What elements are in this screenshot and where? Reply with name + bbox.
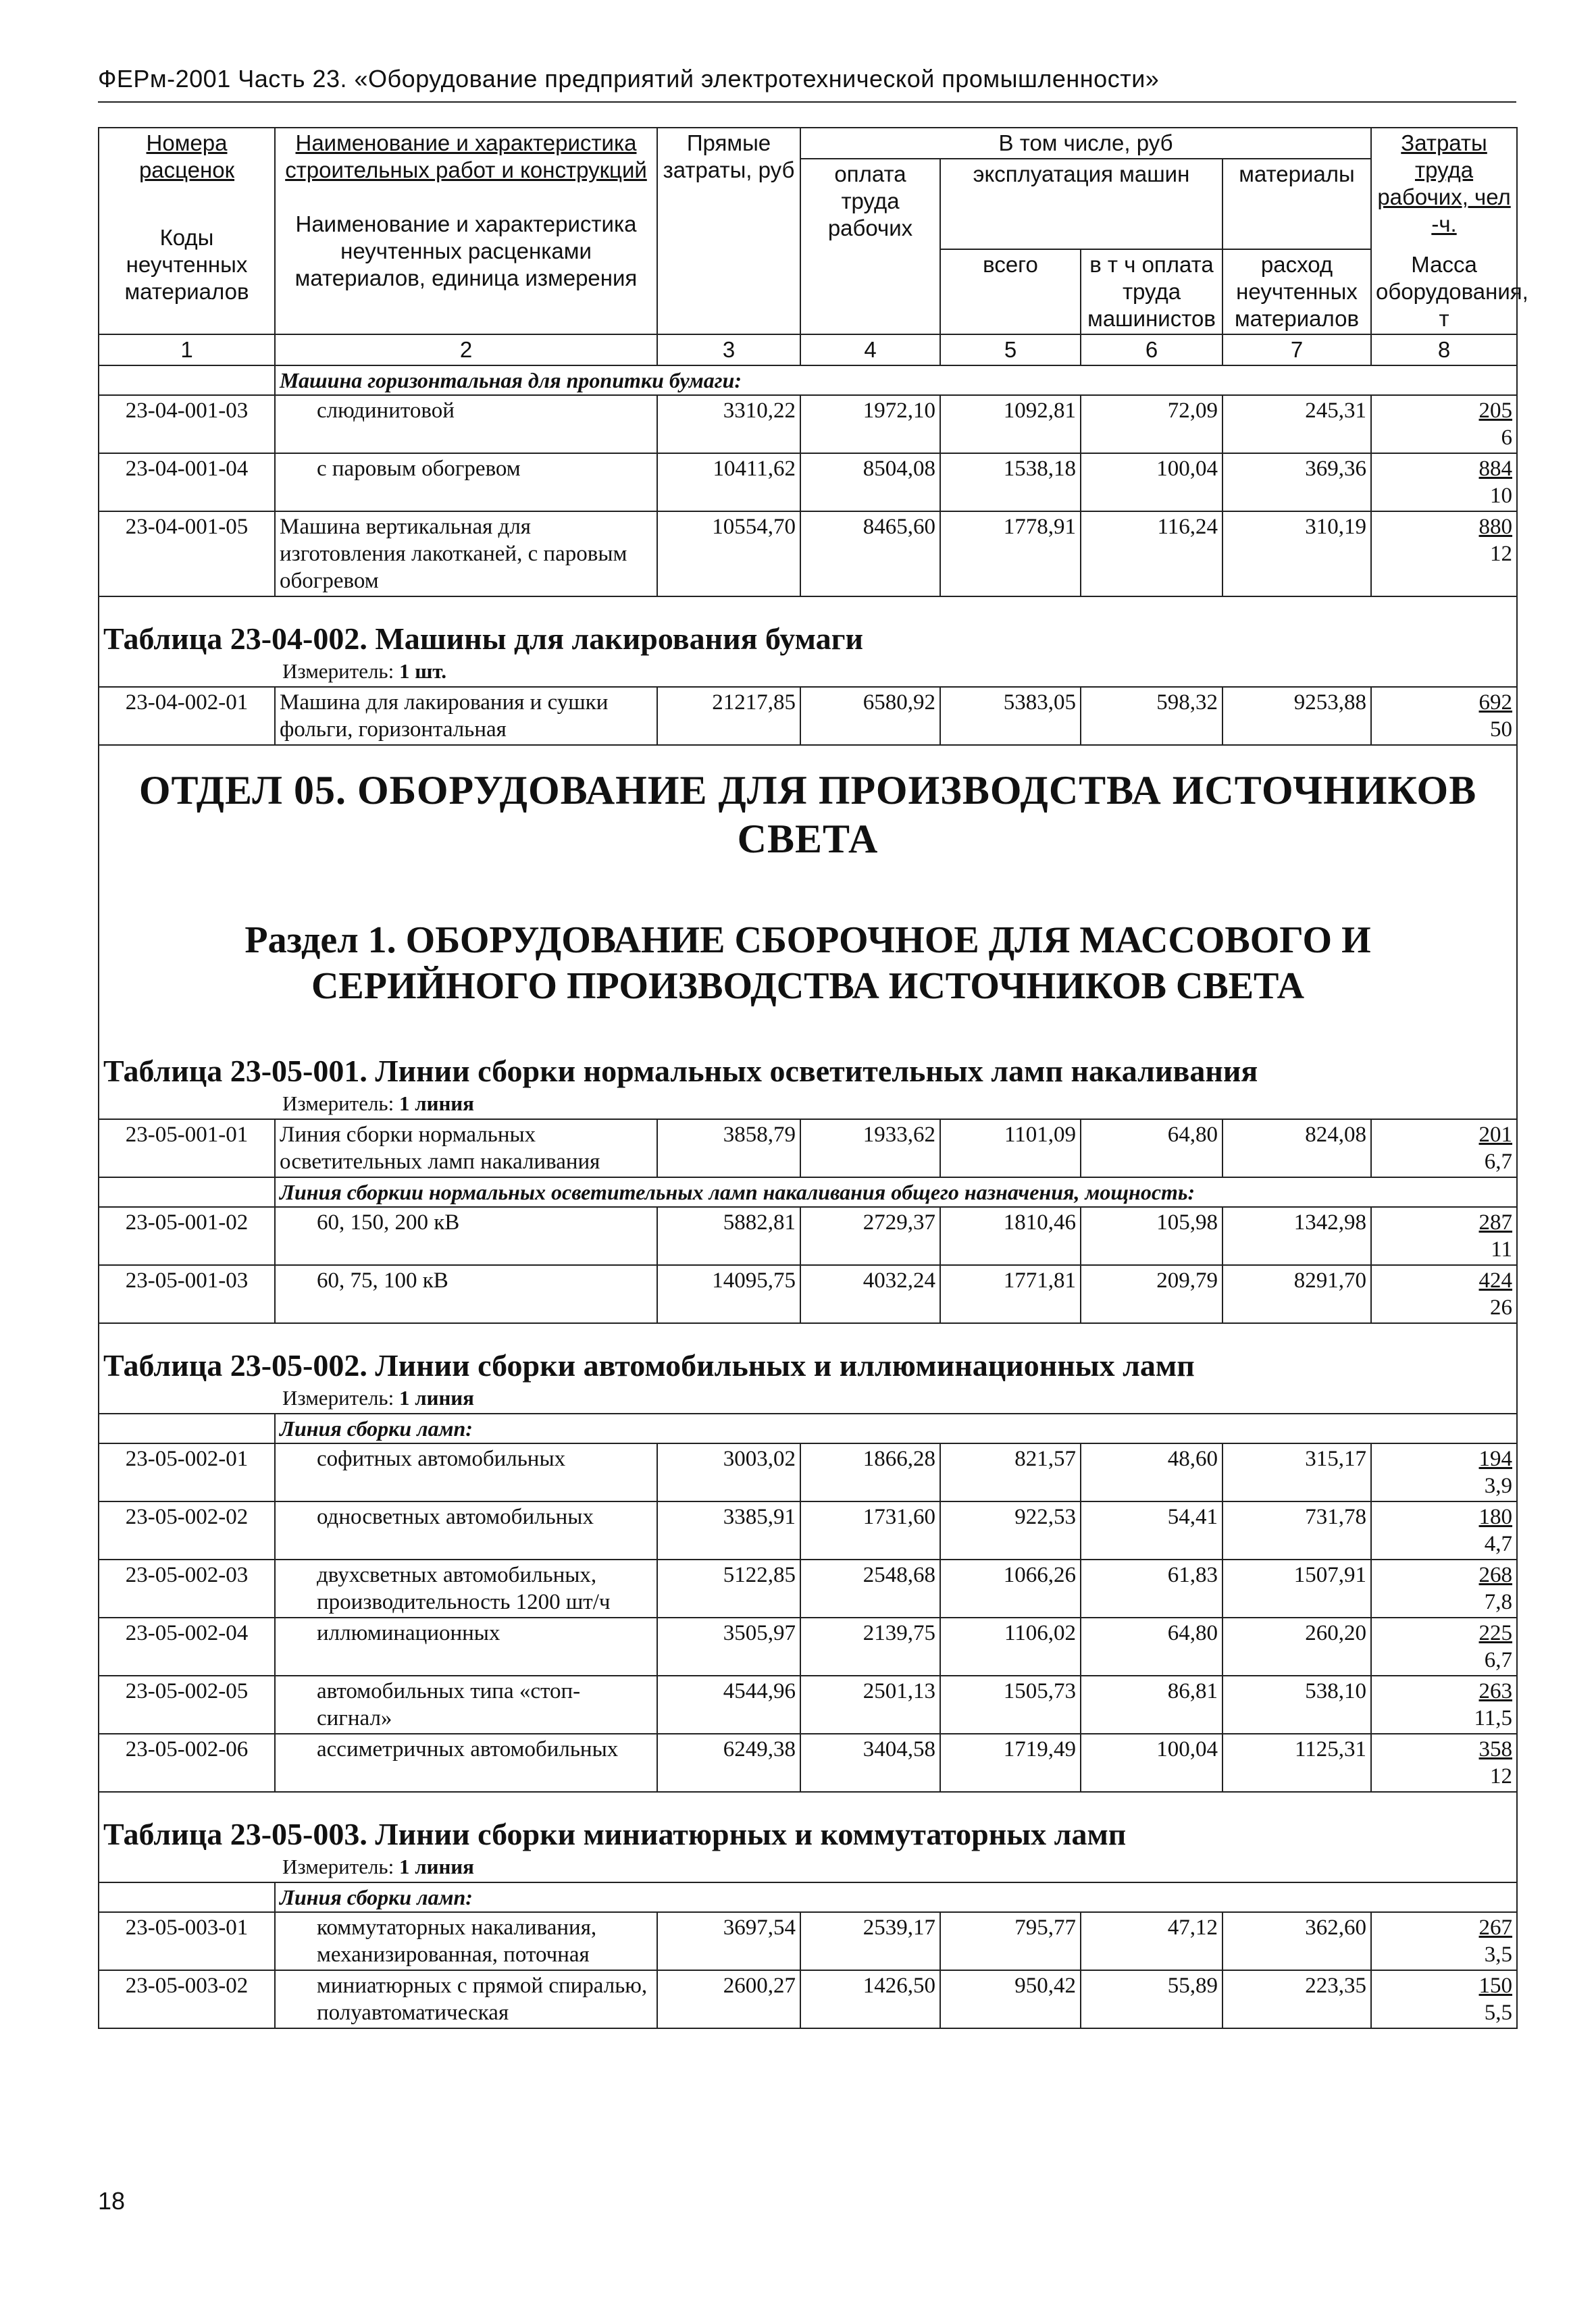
subheading-row — [99, 365, 1517, 395]
value-c7: 315,17 — [1222, 1443, 1371, 1501]
value-c3: 5122,85 — [657, 1560, 800, 1618]
value-c6: 105,98 — [1081, 1207, 1222, 1265]
value-c6: 209,79 — [1081, 1265, 1222, 1323]
header-including: В том числе, руб — [800, 128, 1371, 159]
subheading-row — [99, 1177, 1517, 1207]
labor-hours: 692 — [1478, 690, 1513, 715]
section-row — [99, 745, 1517, 877]
table-row — [99, 1265, 1517, 1323]
value-c7: 1507,91 — [1222, 1560, 1371, 1618]
subheading: Линия сборкии нормальных осветительных ламп накаливания общего назначения, мощность: — [275, 1177, 1517, 1207]
table-title: Таблица 23-04-002. Машины для лакирования бумаги — [103, 621, 864, 656]
labor-hours: 268 — [1478, 1563, 1513, 1587]
header-direct-costs: Прямые затраты, руб — [657, 128, 800, 334]
labor-and-mass — [1371, 1265, 1517, 1323]
work-name — [275, 1443, 657, 1501]
value-c7: 245,31 — [1222, 395, 1371, 453]
value-c5: 1505,73 — [940, 1676, 1081, 1734]
table-title-row — [99, 596, 1517, 687]
work-name-text: софитных автомобильных — [317, 1447, 566, 1471]
value-c7: 260,20 — [1222, 1618, 1371, 1676]
value-c5: 1101,09 — [940, 1119, 1081, 1177]
column-number-row — [99, 334, 1517, 365]
table-body — [99, 128, 1528, 2028]
column-number: 7 — [1222, 334, 1371, 365]
equipment-mass: 50 — [1490, 717, 1513, 742]
column-number: 3 — [657, 334, 800, 365]
value-c6: 116,24 — [1081, 511, 1222, 596]
header-rate-number: Номера расценок Коды неучтенных материалов — [99, 128, 275, 334]
rate-code: 23-05-002-03 — [99, 1560, 275, 1618]
value-c3: 3697,54 — [657, 1912, 800, 1970]
rate-code: 23-04-001-04 — [99, 453, 275, 511]
value-c7: 369,36 — [1222, 453, 1371, 511]
work-name-text: коммутаторных накаливания, механизированная, поточная — [317, 1916, 597, 1967]
work-name-text: автомобильных типа «стоп-сигнал» — [317, 1679, 581, 1730]
equipment-mass: 3,5 — [1484, 1943, 1513, 1967]
subheading: Линия сборки ламп: — [275, 1882, 1517, 1912]
value-c4: 2729,37 — [800, 1207, 940, 1265]
table-row — [99, 511, 1517, 596]
subheading: Машина горизонтальная для пропитки бумаги: — [275, 365, 1517, 395]
work-name — [275, 1560, 657, 1618]
table-row — [99, 1501, 1517, 1560]
labor-hours: 287 — [1478, 1210, 1513, 1235]
header-materials: материалы — [1222, 159, 1371, 249]
labor-hours: 180 — [1478, 1505, 1513, 1529]
subheading-row — [99, 1882, 1517, 1912]
rate-code: 23-04-001-05 — [99, 511, 275, 596]
value-c7: 1125,31 — [1222, 1734, 1371, 1792]
table-row — [99, 1207, 1517, 1265]
header-machine-operation: эксплуатация машин — [940, 159, 1222, 249]
work-name-text: миниатюрных с прямой спиралью, полуавтоматическая — [317, 1974, 648, 2025]
table-row — [99, 395, 1517, 453]
labor-hours: 201 — [1478, 1123, 1513, 1147]
value-c3: 3310,22 — [657, 395, 800, 453]
rate-code: 23-05-001-02 — [99, 1207, 275, 1265]
labor-and-mass — [1371, 1501, 1517, 1560]
rate-code: 23-05-001-01 — [99, 1119, 275, 1177]
table-title: Таблица 23-05-001. Линии сборки нормальных осветительных ламп накаливания — [103, 1054, 1258, 1088]
measure-label: Измеритель: — [282, 1855, 394, 1878]
work-name — [275, 687, 657, 745]
measure-label: Измеритель: — [282, 1091, 394, 1115]
labor-hours: 880 — [1478, 515, 1513, 539]
value-c5: 1719,49 — [940, 1734, 1081, 1792]
value-c6: 100,04 — [1081, 1734, 1222, 1792]
header-operator-pay: в т ч оплата труда машинистов — [1081, 249, 1222, 334]
column-number: 4 — [800, 334, 940, 365]
labor-and-mass — [1371, 687, 1517, 745]
value-c6: 64,80 — [1081, 1119, 1222, 1177]
value-c6: 72,09 — [1081, 395, 1222, 453]
section-heading: ОТДЕЛ 05. ОБОРУДОВАНИЕ ДЛЯ ПРОИЗВОДСТВА ИСТОЧНИКОВ СВЕТА — [138, 768, 1477, 861]
header-worker-pay: оплата труда рабочих — [800, 159, 940, 334]
value-c7: 9253,88 — [1222, 687, 1371, 745]
rate-code: 23-04-001-03 — [99, 395, 275, 453]
value-c4: 1731,60 — [800, 1501, 940, 1560]
work-name — [275, 1501, 657, 1560]
header-divider — [98, 101, 1516, 103]
work-name — [275, 1119, 657, 1177]
value-c6: 86,81 — [1081, 1676, 1222, 1734]
header-material-use: расход неучтенных материалов — [1222, 249, 1371, 334]
work-name-text: Машина для лакирования и сушки фольги, горизонтальная — [280, 690, 609, 742]
labor-and-mass — [1371, 1207, 1517, 1265]
table-title-cell — [99, 1792, 1517, 1882]
work-name-text: ассиметричных автомобильных — [317, 1737, 619, 1762]
equipment-mass: 10 — [1490, 484, 1513, 508]
labor-and-mass — [1371, 395, 1517, 453]
value-c6: 48,60 — [1081, 1443, 1222, 1501]
table-row — [99, 453, 1517, 511]
equipment-mass: 3,9 — [1484, 1474, 1513, 1498]
table-row — [99, 1912, 1517, 1970]
rate-code: 23-05-002-05 — [99, 1676, 275, 1734]
work-name — [275, 1912, 657, 1970]
value-c6: 54,41 — [1081, 1501, 1222, 1560]
value-c4: 1972,10 — [800, 395, 940, 453]
labor-hours: 205 — [1478, 398, 1513, 423]
value-c3: 10411,62 — [657, 453, 800, 511]
value-c3: 21217,85 — [657, 687, 800, 745]
equipment-mass: 4,7 — [1484, 1532, 1513, 1556]
column-number: 5 — [940, 334, 1081, 365]
value-c6: 47,12 — [1081, 1912, 1222, 1970]
labor-hours: 267 — [1478, 1916, 1513, 1940]
value-c3: 3003,02 — [657, 1443, 800, 1501]
measure-value: 1 шт. — [398, 659, 447, 683]
table-row — [99, 1970, 1517, 2028]
header-total: всего — [940, 249, 1081, 334]
value-c5: 5383,05 — [940, 687, 1081, 745]
value-c5: 922,53 — [940, 1501, 1081, 1560]
work-name-text: с паровым обогревом — [317, 457, 521, 481]
empty-cell — [99, 1177, 275, 1207]
labor-hours: 263 — [1478, 1679, 1513, 1703]
measure-value: 1 линия — [398, 1091, 474, 1115]
header-work-name: Наименование и характеристика строительных работ и конструкций Наименование и характеристика неучтенных расценками материалов, единица измерения — [275, 128, 657, 334]
work-name — [275, 1676, 657, 1734]
value-c6: 55,89 — [1081, 1970, 1222, 2028]
value-c5: 1810,46 — [940, 1207, 1081, 1265]
page-number: 18 — [98, 2187, 126, 2215]
value-c4: 2548,68 — [800, 1560, 940, 1618]
work-name — [275, 511, 657, 596]
equipment-mass: 7,8 — [1484, 1590, 1513, 1614]
work-name — [275, 1265, 657, 1323]
value-c7: 1342,98 — [1222, 1207, 1371, 1265]
empty-cell — [99, 1882, 275, 1912]
rate-code: 23-04-002-01 — [99, 687, 275, 745]
subheading-row — [99, 1414, 1517, 1443]
table-row — [99, 1676, 1517, 1734]
labor-and-mass — [1371, 1560, 1517, 1618]
labor-and-mass — [1371, 1970, 1517, 2028]
subheading: Линия сборки ламп: — [275, 1414, 1517, 1443]
value-c7: 310,19 — [1222, 511, 1371, 596]
work-name — [275, 395, 657, 453]
table-title: Таблица 23-05-002. Линии сборки автомобильных и иллюминационных ламп — [103, 1348, 1195, 1383]
value-c4: 3404,58 — [800, 1734, 940, 1792]
work-name — [275, 1970, 657, 2028]
rate-code: 23-05-002-06 — [99, 1734, 275, 1792]
value-c3: 3385,91 — [657, 1501, 800, 1560]
labor-hours: 150 — [1478, 1974, 1513, 1998]
value-c4: 1426,50 — [800, 1970, 940, 2028]
measure-line — [103, 658, 1512, 685]
value-c7: 538,10 — [1222, 1676, 1371, 1734]
table-title-cell — [99, 1029, 1517, 1119]
table-title-cell — [99, 1323, 1517, 1414]
table-row — [99, 1734, 1517, 1792]
work-name — [275, 453, 657, 511]
value-c4: 1933,62 — [800, 1119, 940, 1177]
table-title-row — [99, 1323, 1517, 1414]
labor-hours: 358 — [1478, 1737, 1513, 1762]
value-c4: 2539,17 — [800, 1912, 940, 1970]
value-c7: 223,35 — [1222, 1970, 1371, 2028]
section-cell — [99, 745, 1517, 877]
value-c4: 6580,92 — [800, 687, 940, 745]
measure-value: 1 линия — [398, 1386, 474, 1410]
measure-line — [103, 1853, 1512, 1880]
work-name — [275, 1618, 657, 1676]
work-name-text: 60, 150, 200 кВ — [317, 1210, 460, 1235]
value-c6: 64,80 — [1081, 1618, 1222, 1676]
value-c5: 1092,81 — [940, 395, 1081, 453]
work-name-text: 60, 75, 100 кВ — [317, 1268, 448, 1293]
value-c6: 100,04 — [1081, 453, 1222, 511]
value-c7: 362,60 — [1222, 1912, 1371, 1970]
labor-hours: 424 — [1478, 1268, 1513, 1293]
labor-and-mass — [1371, 1734, 1517, 1792]
labor-hours: 225 — [1478, 1621, 1513, 1645]
labor-and-mass — [1371, 1443, 1517, 1501]
labor-and-mass — [1371, 453, 1517, 511]
value-c7: 731,78 — [1222, 1501, 1371, 1560]
rate-code: 23-05-001-03 — [99, 1265, 275, 1323]
table-title-row — [99, 1792, 1517, 1882]
table-title: Таблица 23-05-003. Линии сборки миниатюрных и коммутаторных ламп — [103, 1817, 1127, 1851]
rate-code: 23-05-002-04 — [99, 1618, 275, 1676]
equipment-mass: 11,5 — [1474, 1706, 1513, 1730]
measure-label: Измеритель: — [282, 659, 394, 683]
equipment-mass: 26 — [1490, 1295, 1513, 1320]
subsection-cell — [99, 877, 1517, 1029]
work-name-text: односветных автомобильных — [317, 1505, 594, 1529]
subsection-row — [99, 877, 1517, 1029]
table-row — [99, 1119, 1517, 1177]
value-c5: 795,77 — [940, 1912, 1081, 1970]
labor-and-mass — [1371, 1119, 1517, 1177]
value-c4: 4032,24 — [800, 1265, 940, 1323]
rate-code: 23-05-002-01 — [99, 1443, 275, 1501]
equipment-mass: 12 — [1490, 542, 1513, 566]
value-c3: 6249,38 — [657, 1734, 800, 1792]
rate-code: 23-05-003-01 — [99, 1912, 275, 1970]
labor-and-mass — [1371, 1618, 1517, 1676]
labor-hours: 194 — [1478, 1447, 1513, 1471]
value-c5: 1538,18 — [940, 453, 1081, 511]
labor-and-mass — [1371, 1912, 1517, 1970]
value-c6: 61,83 — [1081, 1560, 1222, 1618]
value-c3: 3505,97 — [657, 1618, 800, 1676]
value-c3: 10554,70 — [657, 511, 800, 596]
work-name — [275, 1207, 657, 1265]
column-number: 1 — [99, 334, 275, 365]
value-c4: 2501,13 — [800, 1676, 940, 1734]
value-c5: 1066,26 — [940, 1560, 1081, 1618]
equipment-mass: 6,7 — [1484, 1648, 1513, 1672]
value-c3: 3858,79 — [657, 1119, 800, 1177]
empty-cell — [99, 1414, 275, 1443]
rates-table — [98, 127, 1528, 2029]
value-c6: 598,32 — [1081, 687, 1222, 745]
value-c5: 1106,02 — [940, 1618, 1081, 1676]
measure-label: Измеритель: — [282, 1386, 394, 1410]
value-c5: 821,57 — [940, 1443, 1081, 1501]
measure-line — [103, 1385, 1512, 1412]
value-c3: 5882,81 — [657, 1207, 800, 1265]
subsection-heading: Раздел 1. ОБОРУДОВАНИЕ СБОРОЧНОЕ ДЛЯ МАССОВОГО И СЕРИЙНОГО ПРОИЗВОДСТВА ИСТОЧНИКОВ СВЕТА — [244, 919, 1371, 1007]
value-c4: 8465,60 — [800, 511, 940, 596]
rate-code: 23-05-002-02 — [99, 1501, 275, 1560]
work-name-text: Линия сборки нормальных осветительных ламп накаливания — [280, 1123, 600, 1174]
table-row — [99, 1618, 1517, 1676]
value-c5: 1771,81 — [940, 1265, 1081, 1323]
labor-hours: 884 — [1478, 457, 1513, 481]
column-number: 6 — [1081, 334, 1222, 365]
value-c3: 2600,27 — [657, 1970, 800, 2028]
value-c4: 2139,75 — [800, 1618, 940, 1676]
table-row — [99, 1443, 1517, 1501]
labor-and-mass — [1371, 511, 1517, 596]
work-name-text: двухсветных автомобильных, производительность 1200 шт/ч — [317, 1563, 611, 1614]
table-title-row — [99, 1029, 1517, 1119]
value-c4: 1866,28 — [800, 1443, 940, 1501]
work-name-text: слюдинитовой — [317, 398, 455, 423]
measure-value: 1 линия — [398, 1855, 474, 1878]
work-name-text: иллюминационных — [317, 1621, 500, 1645]
equipment-mass: 5,5 — [1484, 2001, 1513, 2025]
work-name-text: Машина вертикальная для изготовления лакотканей, с паровым обогревом — [280, 515, 627, 593]
value-c7: 8291,70 — [1222, 1265, 1371, 1323]
equipment-mass: 11 — [1491, 1237, 1513, 1262]
column-number: 2 — [275, 334, 657, 365]
header-labor: Затраты труда рабочих, чел -ч. Масса оборудования, т — [1371, 128, 1517, 334]
table-row — [99, 1560, 1517, 1618]
table-row — [99, 687, 1517, 745]
value-c5: 1778,91 — [940, 511, 1081, 596]
value-c5: 950,42 — [940, 1970, 1081, 2028]
column-number: 8 — [1371, 334, 1517, 365]
equipment-mass: 12 — [1490, 1764, 1513, 1789]
value-c4: 8504,08 — [800, 453, 940, 511]
empty-cell — [99, 365, 275, 395]
labor-and-mass — [1371, 1676, 1517, 1734]
measure-line — [103, 1090, 1512, 1117]
value-c3: 4544,96 — [657, 1676, 800, 1734]
page-header: ФЕРм-2001 Часть 23. «Оборудование предприятий электротехнической промышленности» — [98, 65, 1160, 93]
value-c7: 824,08 — [1222, 1119, 1371, 1177]
equipment-mass: 6 — [1501, 426, 1513, 450]
rate-code: 23-05-003-02 — [99, 1970, 275, 2028]
table-header-row — [99, 128, 1517, 159]
value-c3: 14095,75 — [657, 1265, 800, 1323]
table-title-cell — [99, 596, 1517, 687]
equipment-mass: 6,7 — [1484, 1150, 1513, 1174]
work-name — [275, 1734, 657, 1792]
